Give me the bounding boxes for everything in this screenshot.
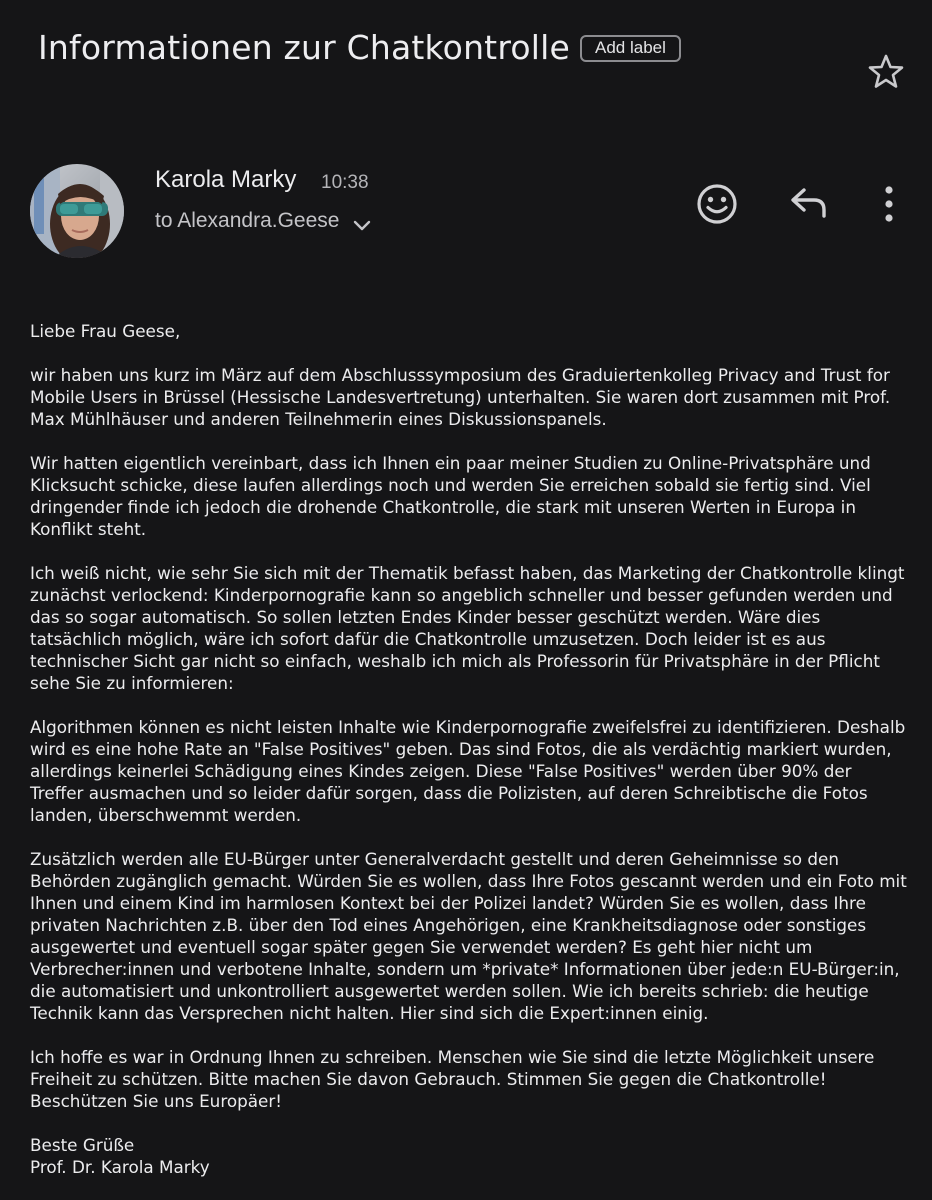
body-paragraph: Zusätzlich werden alle EU-Bürger unter Generalverdacht gestellt und deren Geheimnisse so den Behörden zugänglich gemacht. Würden Sie es wollen, dass Ihre Fotos gescannt werden und ein Foto mit Ihnen und einem Kind im harmlosen Kontext bei der Polizei landet? Würden Sie es wollen, dass Ihre privaten Nachrichten z.B. über den Tod eines Angehörigen, eine Krankheitsdiagnose oder sonstiges ausgewertet und eventuell sogar später gegen Sie verwendet werden? Es geht hier nicht um Verbrecher:innen und verbotene Inhalte, sondern um *private* Informationen über jede:n EU-Bürger:in, die automatisiert und unkontrolliert ausgewertet werden sollen. Wie ich bereits schrieb: die heutige Technik kann das Versprechen nicht halten. Hier sind sich die Expert:innen einig.	[30, 849, 907, 1023]
closing: Beste Grüße	[30, 1135, 135, 1155]
avatar-photo	[30, 164, 124, 258]
body-paragraph: wir haben uns kurz im März auf dem Abschlusssymposium des Graduiertenkolleg Privacy and Trust for Mobile Users in Brüssel (Hessische Landesvertretung) unterhalten. Sie waren dort zusammen mit Prof. Max Mühlhäuser und anderen Teilnehmerin eines Diskussionspanels.	[30, 365, 891, 429]
email-time: 10:38	[321, 172, 369, 193]
body-paragraph: Ich hoffe es war in Ordnung Ihnen zu schreiben. Menschen wie Sie sind die letzte Möglichkeit unsere Freiheit zu schützen. Bitte machen Sie davon Gebrauch. Stimmen Sie gegen die Chatkontrolle! Beschützen Sie uns Europäer!	[30, 1047, 875, 1111]
recipient: to Alexandra.Geese	[155, 209, 340, 232]
chevron-down-icon[interactable]	[353, 220, 371, 232]
subject-row	[38, 28, 681, 67]
recipient-details-toggle[interactable]	[155, 209, 371, 233]
email-body	[30, 320, 910, 1178]
reply-icon[interactable]	[790, 186, 828, 220]
body-paragraph: Algorithmen können es nicht leisten Inhalte wie Kinderpornografie zweifelsfrei zu identifizieren. Deshalb wird es eine hohe Rate an "False Positives" geben. Das sind Fotos, die als verdächtig markiert wurden, allerdings keinerlei Schädigung eines Kindes zeigen. Diese "False Positives" werden über 90% der Treffer ausmachen und so leider dafür sorgen, dass die Polizisten, auf deren Schreibtische die Fotos landen, überschwemmt werden.	[30, 717, 906, 825]
sender-name[interactable]: Karola Marky	[155, 166, 297, 193]
add-label-button[interactable]: Add label	[580, 35, 681, 62]
sender-avatar[interactable]	[30, 164, 124, 258]
signature: Prof. Dr. Karola Marky	[30, 1157, 210, 1177]
body-paragraph: Ich weiß nicht, wie sehr Sie sich mit der Thematik befasst haben, das Marketing der Chatkontrolle klingt zunächst verlockend: Kinderpornografie kann so angeblich schneller und besser gefunden werden und das so sogar automatisch. So sollen letzten Endes Kinder besser geschützt werden. Wäre dies tatsächlich möglich, wäre ich sofort dafür die Chatkontrolle umzusetzen. Doch leider ist es aus technischer Sicht gar nicht so einfach, weshalb ich mich als Professorin für Privatsphäre in der Pflicht sehe Sie zu informieren:	[30, 563, 905, 693]
emoji-reaction-icon[interactable]	[695, 182, 739, 226]
email-subject: Informationen zur Chatkontrolle	[38, 28, 570, 67]
body-paragraph: Wir hatten eigentlich vereinbart, dass ich Ihnen ein paar meiner Studien zu Online-Privatsphäre und Klicksucht schicke, diese laufen allerdings noch und werden Sie erreichen sobald sie fertig sind. Viel dringender finde ich jedoch die drohende Chatkontrolle, die stark mit unseren Werten in Europa in Konflikt steht.	[30, 453, 871, 539]
star-icon[interactable]	[866, 52, 906, 92]
more-vert-icon[interactable]	[878, 184, 900, 224]
greeting: Liebe Frau Geese,	[30, 321, 181, 341]
